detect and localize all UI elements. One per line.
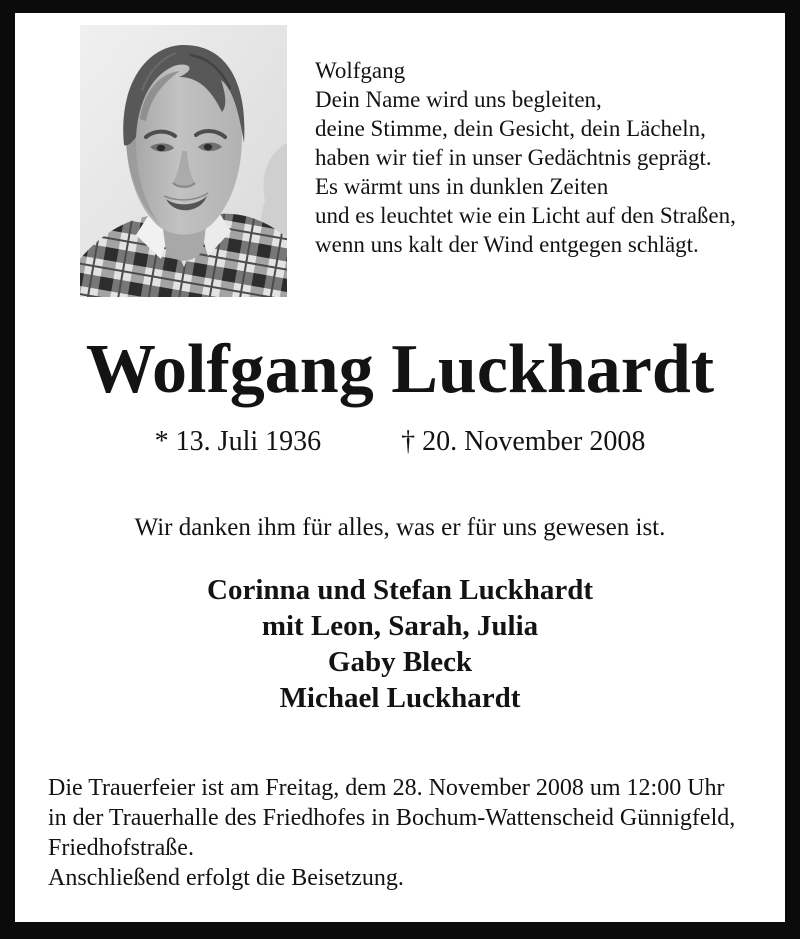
poem-line: deine Stimme, dein Gesicht, dein Lächeln, [315,116,706,141]
poem-line: Wolfgang [315,58,406,83]
portrait-photo-illustration [80,25,287,297]
mourner-line: Michael Luckhardt [279,682,521,714]
mourner-line: mit Leon, Sarah, Julia [261,610,539,642]
mourner-line: Corinna und Stefan Luckhardt [207,574,593,606]
death-date: † 20. November 2008 [401,426,646,457]
portrait-photo [80,25,287,297]
funeral-line: Friedhofstraße. [48,835,194,861]
life-dates [15,426,785,458]
mourners-list [15,572,785,716]
deceased-name: Wolfgang Luckhardt [85,331,715,408]
funeral-line: Anschließend erfolgt die Beisetzung. [48,865,404,891]
funeral-information [48,773,735,893]
poem-line: und es leuchtet wie ein Licht auf den Straßen, [315,203,736,228]
birth-date: * 13. Juli 1936 [154,426,322,457]
funeral-line: Die Trauerfeier ist am Freitag, dem 28. November 2008 um 12:00 Uhr [48,775,725,801]
funeral-line: in der Trauerhalle des Friedhofes in Bochum-Wattenscheid Günnigfeld, [48,805,736,831]
mourner-line: Gaby Bleck [327,646,473,678]
poem-line: haben wir tief in unser Gedächtnis geprägt. [315,145,712,170]
poem-line: Es wärmt uns in dunklen Zeiten [315,174,609,199]
memorial-poem [315,56,736,259]
poem-line: Dein Name wird uns begleiten, [315,87,602,112]
thanks-line: Wir danken ihm für alles, was er für uns gewesen ist. [134,514,666,541]
poem-line: wenn uns kalt der Wind entgegen schlägt. [315,232,699,257]
